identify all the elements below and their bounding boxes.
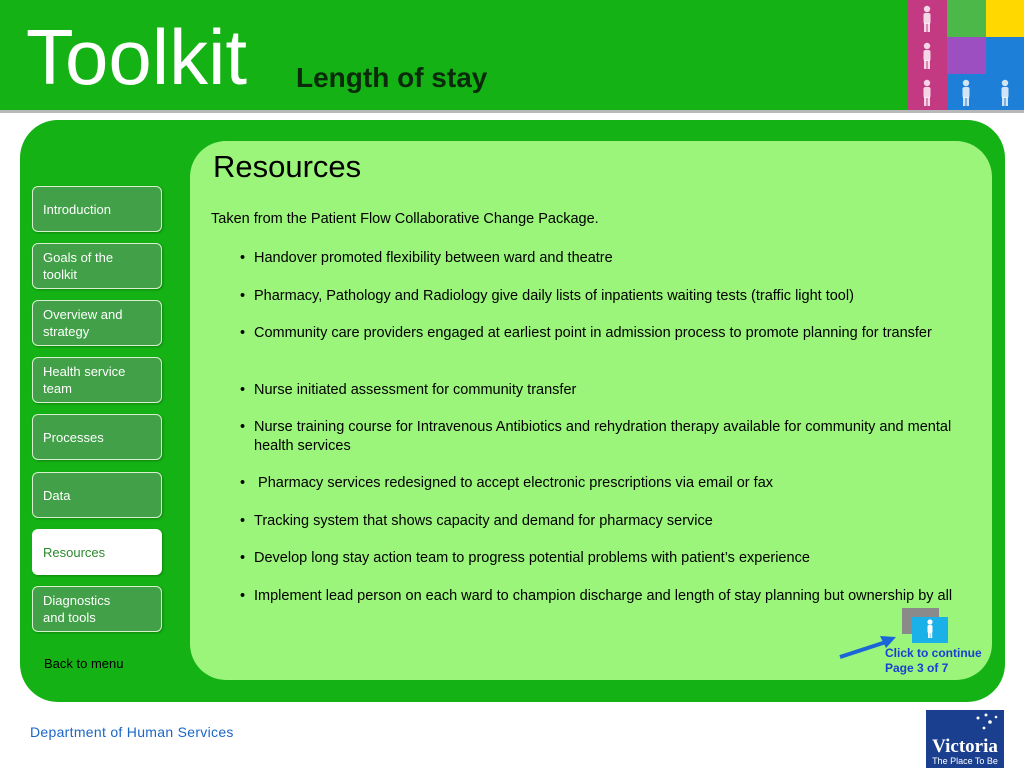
sidebar-item[interactable] [32, 586, 162, 632]
brand-mosaic [908, 0, 1024, 110]
list-item [240, 249, 970, 268]
person-icon [920, 42, 934, 70]
sidebar-item[interactable] [32, 357, 162, 403]
list-item [240, 549, 970, 568]
bullet-glyph: • [240, 550, 246, 566]
list-item-text: Pharmacy services redesigned to accept electronic prescriptions via email or fax [254, 475, 774, 491]
sidebar-item-label: Introduction [43, 201, 111, 217]
list-item [240, 287, 970, 306]
list-item [240, 418, 970, 456]
department-name: Department of Human Services [30, 724, 234, 740]
intro-text: Taken from the Patient Flow Collaborative Change Package. [211, 211, 599, 227]
sidebar-item-label: Diagnostics and tools [43, 593, 111, 625]
sidebar-item[interactable] [32, 186, 162, 232]
list-item-text: Pharmacy, Pathology and Radiology give daily lists of inpatients waiting tests (traffic light tool) [254, 288, 854, 304]
page-indicator: Page 3 of 7 [885, 661, 949, 675]
person-icon [959, 79, 973, 107]
sidebar-item[interactable] [32, 414, 162, 460]
bullet-glyph: • [240, 475, 246, 491]
mosaic-tile [908, 37, 947, 74]
sidebar-item-label: Overview and strategy [43, 307, 123, 339]
logo-tagline: The Place To Be [932, 756, 998, 766]
mosaic-tile [947, 0, 986, 37]
mosaic-tile [947, 37, 986, 74]
continue-label[interactable]: Click to continue [885, 646, 982, 660]
list-item [240, 587, 970, 606]
section-heading: Resources [213, 149, 362, 184]
list-item-text: Develop long stay action team to progress potential problems with patient’s experience [254, 550, 810, 566]
list-item-text: Tracking system that shows capacity and demand for pharmacy service [254, 513, 713, 529]
list-item [240, 324, 970, 343]
bullet-glyph: • [240, 288, 246, 304]
list-item-text: Community care providers engaged at earliest point in admission process to promote planning for transfer [254, 325, 932, 341]
continue-person-icon[interactable] [902, 608, 948, 643]
sidebar-item-label: Data [43, 487, 71, 503]
logo-name: Victoria [932, 736, 998, 757]
bullet-glyph: • [240, 588, 246, 604]
header-divider [0, 110, 1024, 113]
continue-link[interactable] [885, 646, 982, 676]
list-item-text: Handover promoted flexibility between ward and theatre [254, 250, 613, 266]
header-bar [0, 0, 1024, 110]
mosaic-tile [986, 0, 1024, 37]
back-to-menu-link[interactable]: Back to menu [44, 656, 124, 671]
person-icon [998, 79, 1012, 107]
bullet-glyph: • [240, 419, 246, 435]
mosaic-tile [947, 74, 986, 110]
page-subtitle: Length of stay [296, 62, 488, 93]
stars-icon [926, 710, 1004, 736]
app-title: Toolkit [26, 13, 248, 101]
sidebar-item-label: Processes [43, 429, 104, 445]
sidebar-item-label: Health service team [43, 364, 126, 396]
list-item-text: Nurse initiated assessment for community transfer [254, 382, 577, 398]
mosaic-tile [908, 74, 947, 110]
person-icon [920, 5, 934, 33]
sidebar-item[interactable] [32, 300, 162, 346]
list-item-text: Nurse training course for Intravenous Antibiotics and rehydration therapy available for community and mental health services [254, 419, 956, 454]
sidebar-item[interactable] [32, 472, 162, 518]
mosaic-tile [986, 74, 1024, 110]
bullet-glyph: • [240, 382, 246, 398]
sidebar-item-label: Goals of the toolkit [43, 250, 114, 282]
sidebar-item[interactable] [32, 529, 162, 575]
bullet-glyph: • [240, 513, 246, 529]
victoria-logo [926, 710, 1004, 768]
bullet-glyph: • [240, 250, 246, 266]
sidebar-item-label: Resources [43, 544, 106, 560]
person-icon [920, 79, 934, 107]
list-item-text: Implement lead person on each ward to champion discharge and length of stay planning but ownership by all [254, 588, 953, 604]
list-item [240, 381, 970, 400]
list-item [240, 512, 970, 531]
mosaic-tile [908, 0, 947, 37]
bullet-glyph: • [240, 325, 246, 341]
mosaic-tile [986, 37, 1024, 74]
sidebar-item[interactable] [32, 243, 162, 289]
list-item [240, 474, 970, 493]
